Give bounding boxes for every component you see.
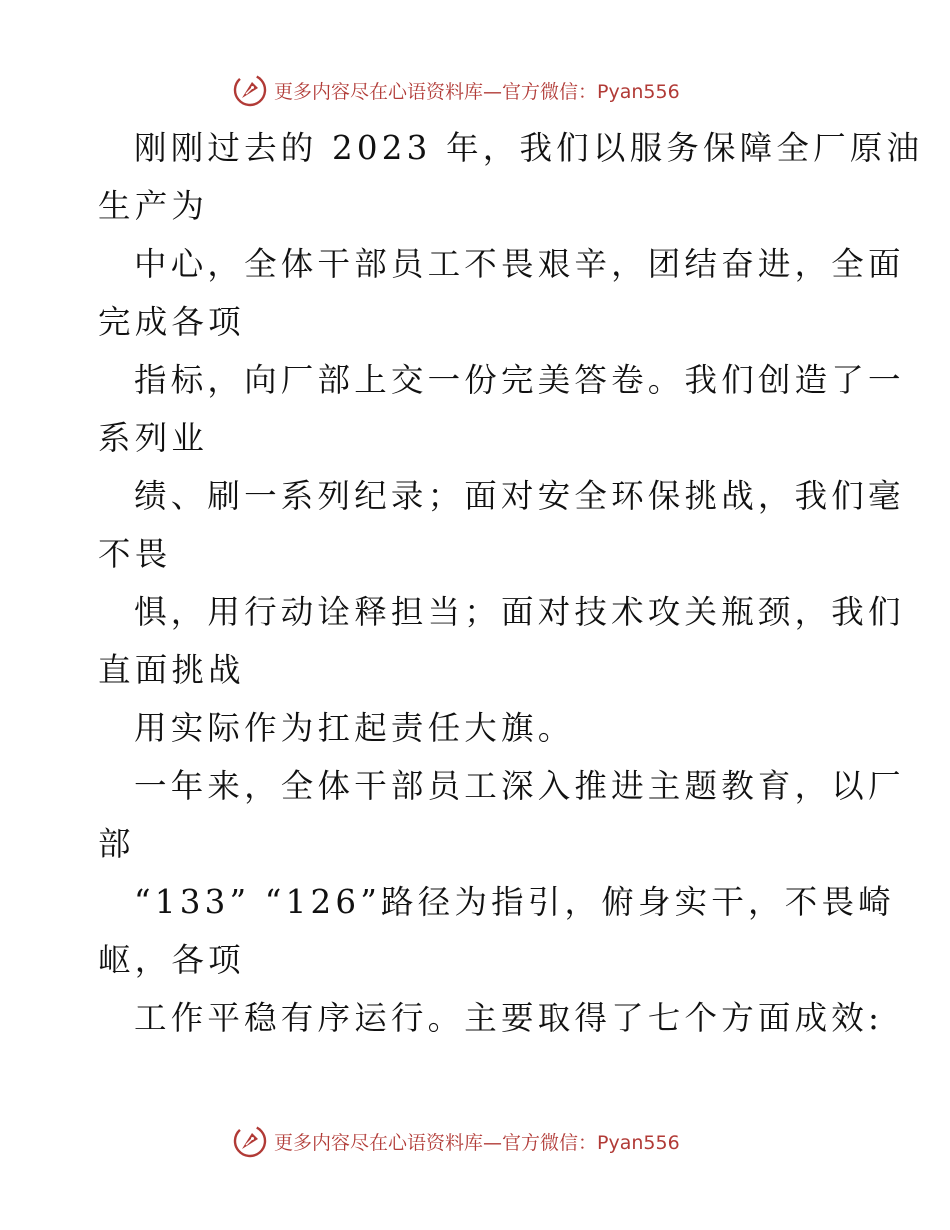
watermark-wechat-id: Pyan556 [597,1131,680,1154]
pen-nib-circle-icon [232,1123,268,1159]
footer-watermark [232,1121,680,1161]
watermark-text [274,77,680,104]
document-body [98,119,924,1047]
text-line: 生产为 [98,187,209,225]
watermark-brand: 更多内容尽在心语资料库 [274,80,484,103]
text-line: 中心，全体干部员工不畏艰辛，团结奋进，全面 [134,245,905,283]
text-line: 不畏 [98,535,172,573]
text-line: 直面挑战 [98,651,245,689]
text-line: 惧，用行动诠释担当；面对技术攻关瓶颈，我们 [134,593,905,631]
pen-nib-circle-icon [232,72,268,108]
header-watermark [232,70,680,110]
watermark-brand: 更多内容尽在心语资料库 [274,1131,484,1154]
text-line: 系列业 [98,419,209,457]
watermark-dash: — [483,1131,503,1154]
text-line: 用实际作为扛起责任大旗。 [134,709,575,747]
watermark-wechat-label: 官方微信： [502,80,598,103]
text-line: 岖，各项 [98,941,245,979]
watermark-dash: — [483,80,503,103]
text-line: 绩、刷一系列纪录；面对安全环保挑战，我们毫 [134,477,905,515]
watermark-text [274,1128,680,1155]
text-line: 完成各项 [98,303,245,341]
text-line: 刚刚过去的 2023 年，我们以服务保障全厂原油 [134,129,924,167]
text-line: 指标，向厂部上交一份完美答卷。我们创造了一 [134,361,905,399]
watermark-wechat-label: 官方微信： [502,1131,598,1154]
text-line: 部 [98,825,135,863]
text-line: 工作平稳有序运行。主要取得了七个方面成效: [134,999,884,1037]
text-line: 一年来，全体干部员工深入推进主题教育，以厂 [134,767,905,805]
text-line: “133” “126”路径为指引，俯身实干，不畏崎 [134,883,895,921]
watermark-wechat-id: Pyan556 [597,80,680,103]
